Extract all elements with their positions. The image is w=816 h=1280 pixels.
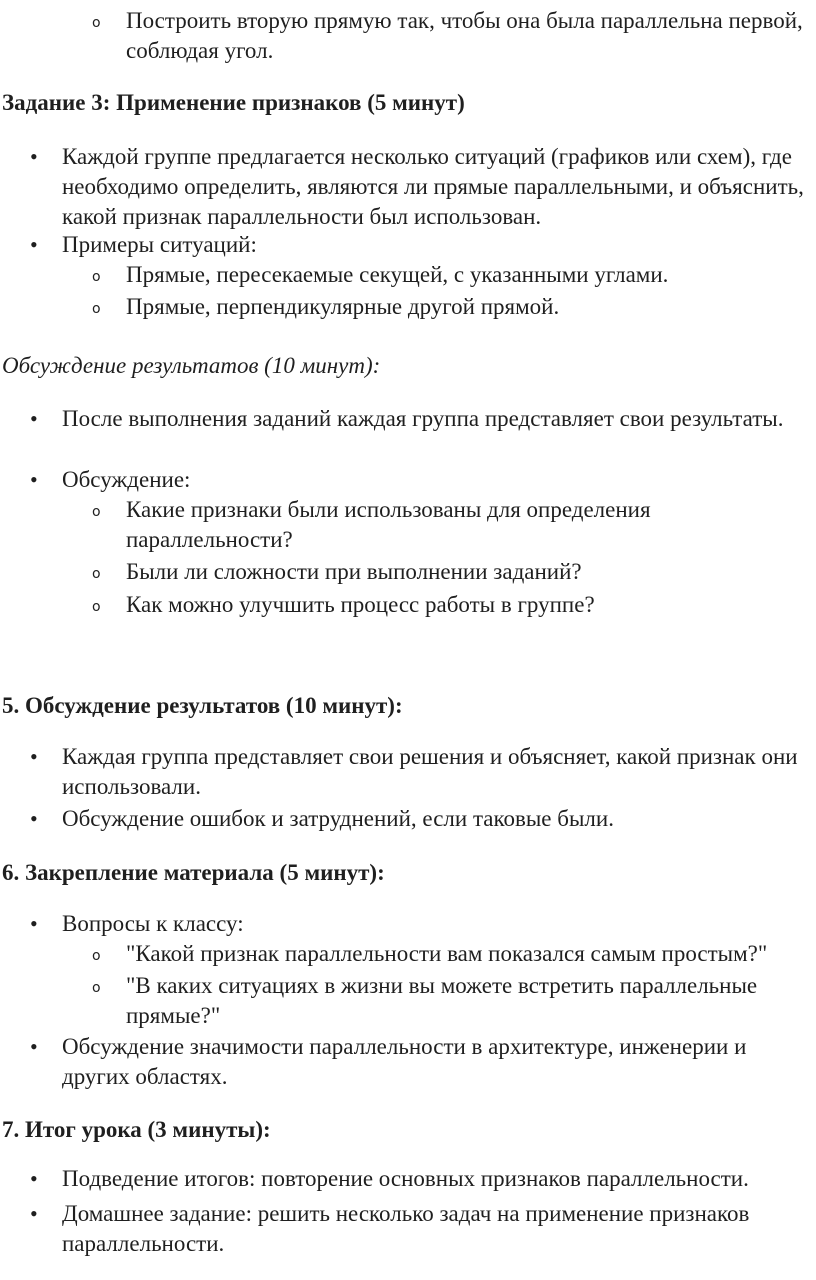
list-item-text: Построить вторую прямую так, чтобы она была параллельна первой, соблюдая угол.	[126, 8, 803, 63]
list-item-text: Домашнее задание: решить несколько задач на применение признаков параллельности.	[62, 1201, 750, 1256]
task-3-heading: Задание 3: Применение признаков (5 минут)	[2, 90, 465, 115]
list-item	[30, 142, 810, 232]
list-item-text: "Какой признак параллельности вам показался самым простым?"	[126, 941, 768, 966]
sub-bullet-marker: o	[92, 566, 101, 582]
list-item-text: Обсуждение ошибок и затруднений, если таковые были.	[62, 806, 614, 831]
sub-bullet-marker: o	[92, 504, 101, 520]
list-item	[30, 465, 810, 495]
list-item	[30, 742, 810, 802]
discussion-heading: Обсуждение результатов (10 минут):	[2, 353, 381, 378]
sub-bullet-marker: o	[92, 948, 101, 964]
list-item	[30, 804, 810, 834]
list-item	[30, 909, 810, 939]
bullet-marker: •	[30, 144, 38, 169]
bullet-marker: •	[30, 467, 38, 492]
list-item-text: Каждой группе предлагается несколько ситуаций (графиков или схем), где необходимо определить, являются ли прямые параллельными, и объяснить, какой признак параллельности был использован.	[62, 144, 804, 229]
list-item	[30, 1032, 810, 1092]
section-5-heading: 5. Обсуждение результатов (10 минут):	[2, 693, 403, 718]
sub-bullet-marker: o	[92, 599, 101, 615]
section-7-heading: 7. Итог урока (3 минуты):	[2, 1117, 271, 1142]
list-item-text: Обсуждение:	[62, 467, 191, 492]
list-item	[92, 557, 810, 587]
list-item-text: Вопросы к классу:	[62, 911, 244, 936]
bullet-marker: •	[30, 1034, 38, 1059]
list-item	[30, 1199, 810, 1259]
bullet-marker: •	[30, 1166, 38, 1191]
list-item-text: Обсуждение значимости параллельности в архитектуре, инженерии и других областях.	[62, 1034, 747, 1089]
list-item-text: После выполнения заданий каждая группа представляет свои результаты.	[62, 406, 784, 431]
section-6-heading: 6. Закрепление материала (5 минут):	[2, 860, 385, 885]
list-item	[30, 230, 810, 260]
list-item-text: Какие признаки были использованы для определения параллельности?	[126, 497, 651, 552]
list-item-text: Как можно улучшить процесс работы в группе?	[126, 592, 595, 617]
list-item-text: "В каких ситуациях в жизни вы можете встретить параллельные прямые?"	[126, 973, 758, 1028]
bullet-marker: •	[30, 1201, 38, 1226]
bullet-marker: •	[30, 406, 38, 431]
sub-bullet-marker: o	[92, 269, 101, 285]
list-item	[30, 404, 810, 434]
sub-bullet-marker: o	[92, 301, 101, 317]
list-item-text: Прямые, пересекаемые секущей, с указанными углами.	[126, 262, 669, 287]
list-item	[92, 939, 810, 969]
sub-bullet-marker: o	[92, 15, 101, 31]
list-item-text: Подведение итогов: повторение основных признаков параллельности.	[62, 1166, 749, 1191]
list-item-text: Прямые, перпендикулярные другой прямой.	[126, 294, 560, 319]
list-item-text: Примеры ситуаций:	[62, 232, 257, 257]
list-item	[92, 590, 810, 620]
list-item	[92, 6, 810, 66]
list-item	[92, 971, 810, 1031]
list-item	[30, 1164, 810, 1194]
bullet-marker: •	[30, 911, 38, 936]
bullet-marker: •	[30, 806, 38, 831]
list-item	[92, 292, 810, 322]
list-item	[92, 495, 810, 555]
bullet-marker: •	[30, 232, 38, 257]
list-item-text: Были ли сложности при выполнении заданий?	[126, 559, 582, 584]
list-item-text: Каждая группа представляет свои решения и объясняет, какой признак они использовали.	[62, 744, 798, 799]
list-item	[92, 260, 810, 290]
bullet-marker: •	[30, 744, 38, 769]
sub-bullet-marker: o	[92, 980, 101, 996]
